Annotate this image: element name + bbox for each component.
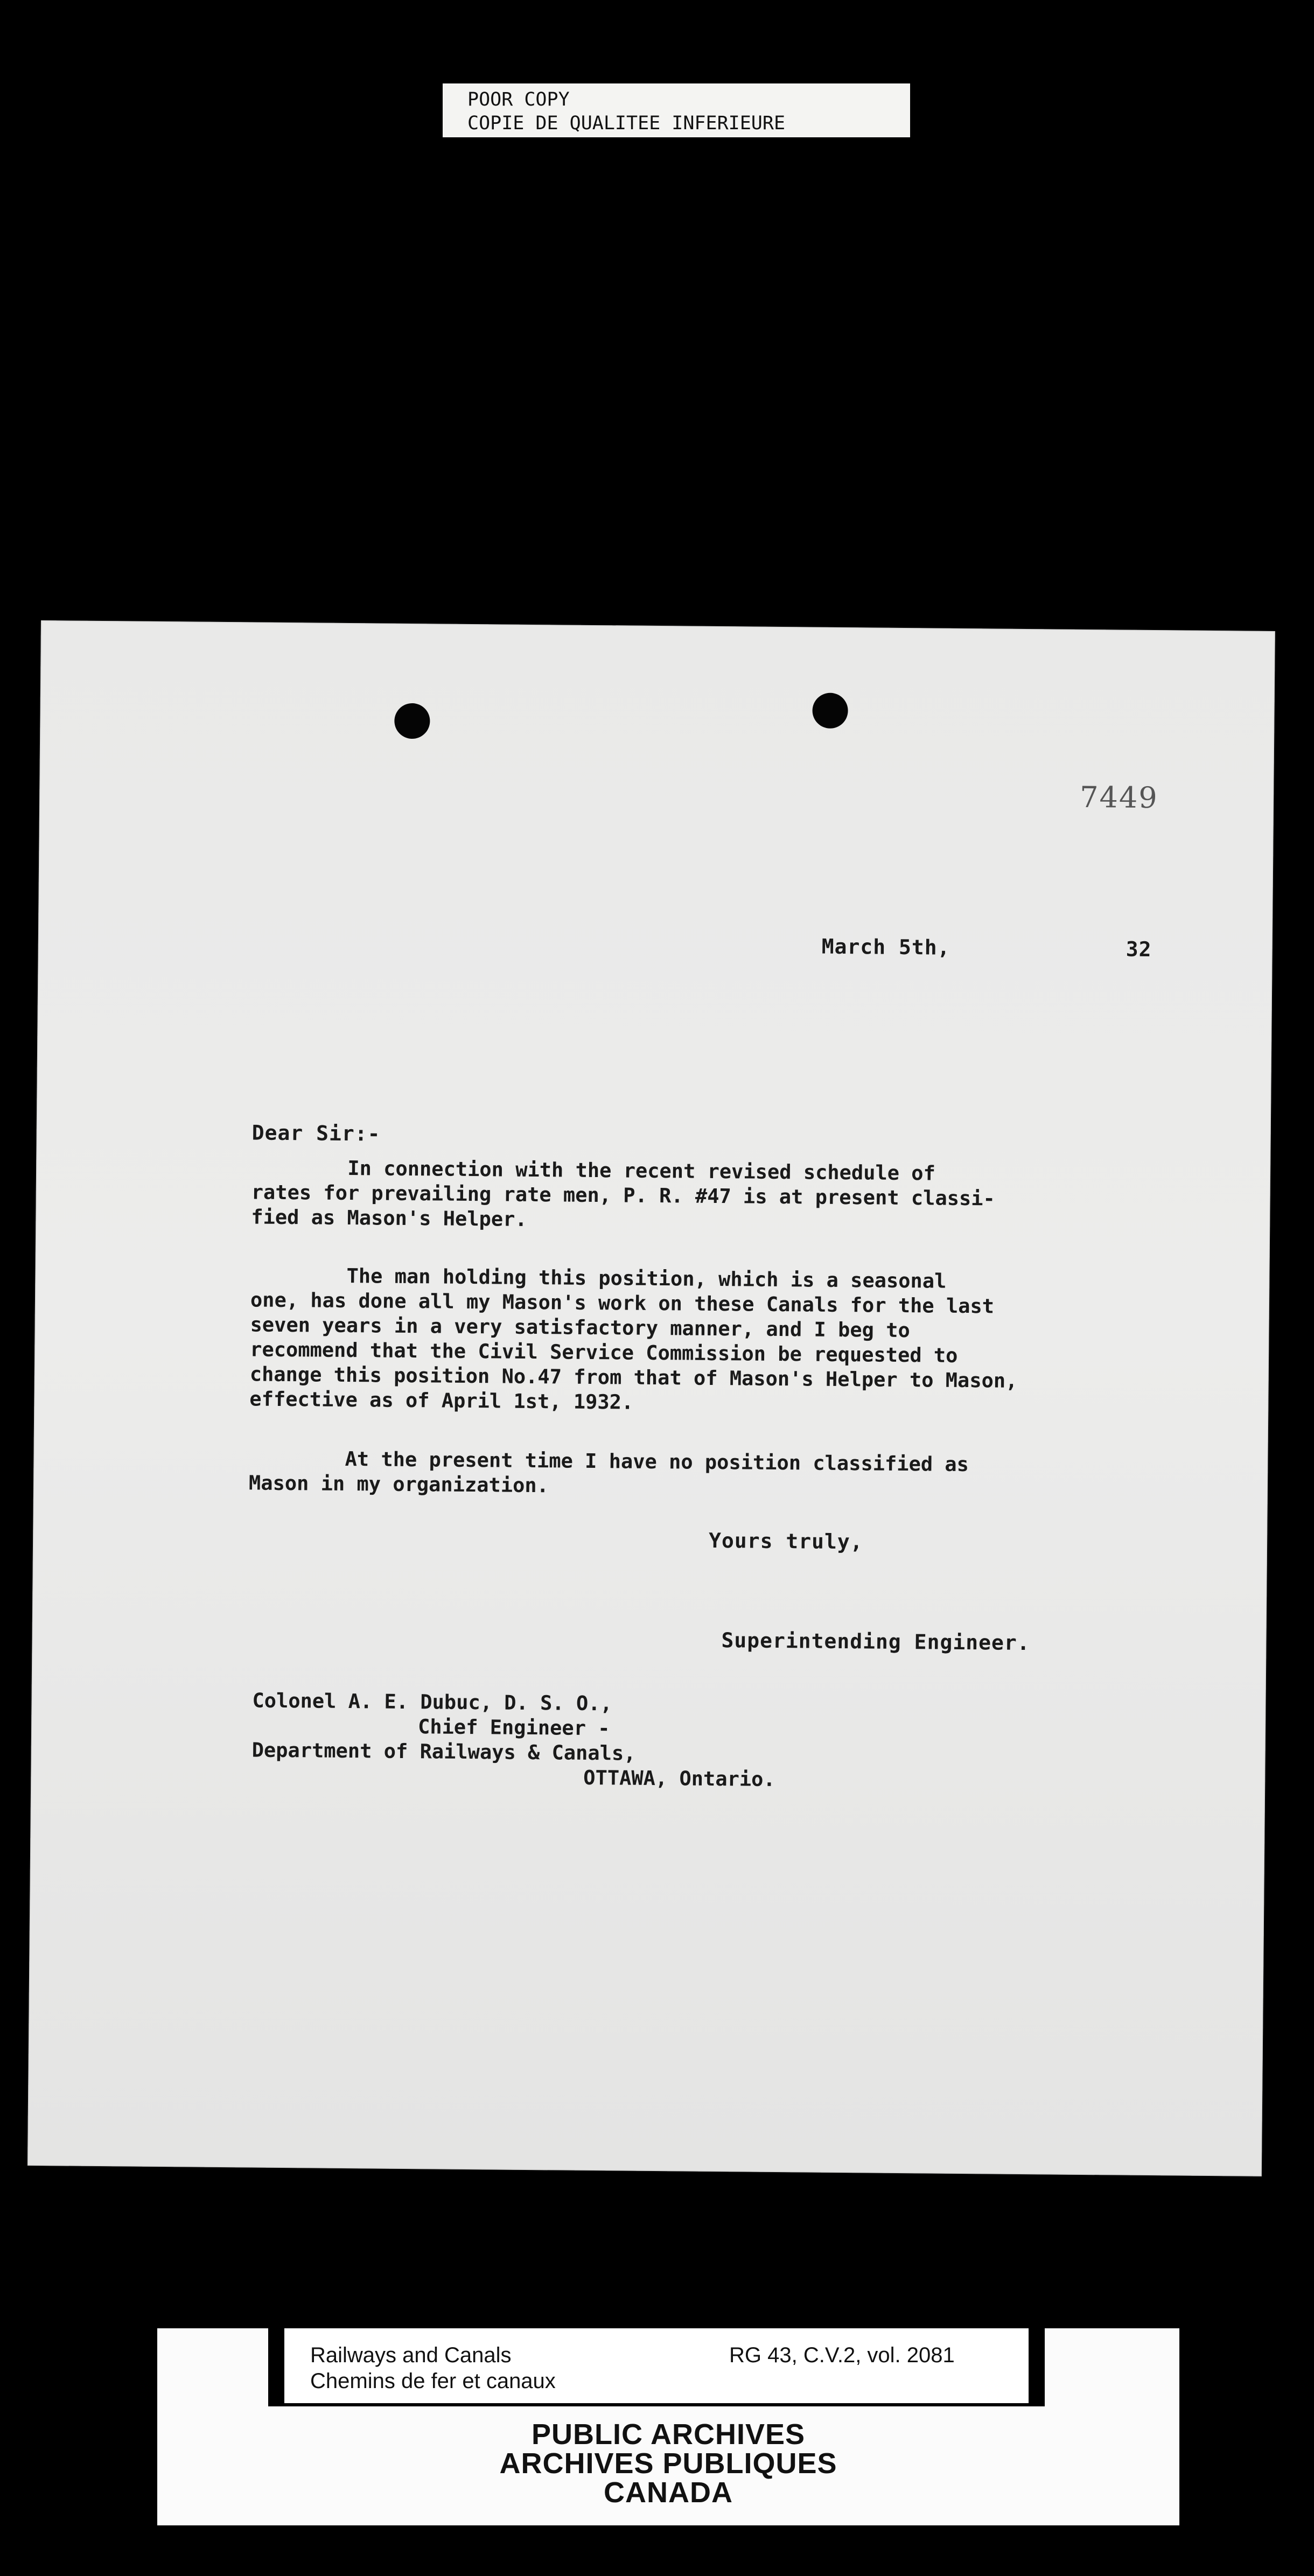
file-number: 7449 <box>1079 780 1158 815</box>
paragraph-1-line: fied as Mason's Helper. <box>251 1205 527 1231</box>
paragraph-2-line: effective as of April 1st, 1932. <box>249 1387 634 1414</box>
letter-year: 32 <box>1126 937 1152 962</box>
archive-reference: RG 43, C.V.2, vol. 2081 <box>729 2343 955 2367</box>
punch-hole-right <box>812 693 848 729</box>
archives-line-3: CANADA <box>604 2476 733 2509</box>
signature-title: Superintending Engineer. <box>721 1628 1030 1655</box>
archives-line-2: ARCHIVES PUBLIQUES <box>499 2447 837 2480</box>
archive-label-reference-box <box>268 2328 1045 2406</box>
paragraph-3-line: At the present time I have no position classified as <box>249 1446 969 1476</box>
poor-copy-line2: COPIE DE QUALITEE INFERIEURE <box>467 113 786 134</box>
recipient-department: Department of Railways & Canals, <box>251 1738 636 1765</box>
recipient-city: OTTAWA, Ontario. <box>583 1766 775 1791</box>
paragraph-1 <box>251 1155 995 1236</box>
archive-label <box>157 2328 1179 2525</box>
letter-date: March 5th, <box>821 934 950 960</box>
paragraph-2-line: recommend that the Civil Service Commission be requested to <box>250 1338 958 1367</box>
archives-line-1: PUBLIC ARCHIVES <box>531 2418 806 2451</box>
paragraph-2-line: The man holding this position, which is a seasonal <box>250 1263 947 1293</box>
paragraph-2-line: one, has done all my Mason's work on these Canals for the last <box>250 1288 995 1318</box>
paragraph-2 <box>249 1263 1018 1418</box>
paragraph-3 <box>249 1446 969 1502</box>
paragraph-2-line: change this position No.47 from that of Mason's Helper to Mason, <box>249 1362 1018 1392</box>
fonds-name-fr: Chemins de fer et canaux <box>310 2369 556 2393</box>
poor-copy-line1: POOR COPY <box>467 89 570 110</box>
punch-hole-left <box>394 703 430 739</box>
fonds-name-en: Railways and Canals <box>310 2343 512 2367</box>
recipient-block <box>251 1689 776 1792</box>
recipient-title: Chief Engineer - <box>417 1715 610 1740</box>
paragraph-3-line: Mason in my organization. <box>248 1471 549 1497</box>
closing: Yours truly, <box>708 1528 863 1554</box>
paragraph-1-line: In connection with the recent revised schedule of <box>251 1156 936 1185</box>
letter-page <box>27 620 1275 2176</box>
poor-copy-stamp <box>443 83 910 137</box>
paragraph-1-line: rates for prevailing rate men, P. R. #47 is at present classi- <box>251 1180 995 1210</box>
recipient-name: Colonel A. E. Dubuc, D. S. O., <box>252 1689 612 1716</box>
paragraph-2-line: seven years in a very satisfactory manner, and I beg to <box>250 1313 910 1342</box>
salutation: Dear Sir:- <box>251 1121 381 1146</box>
